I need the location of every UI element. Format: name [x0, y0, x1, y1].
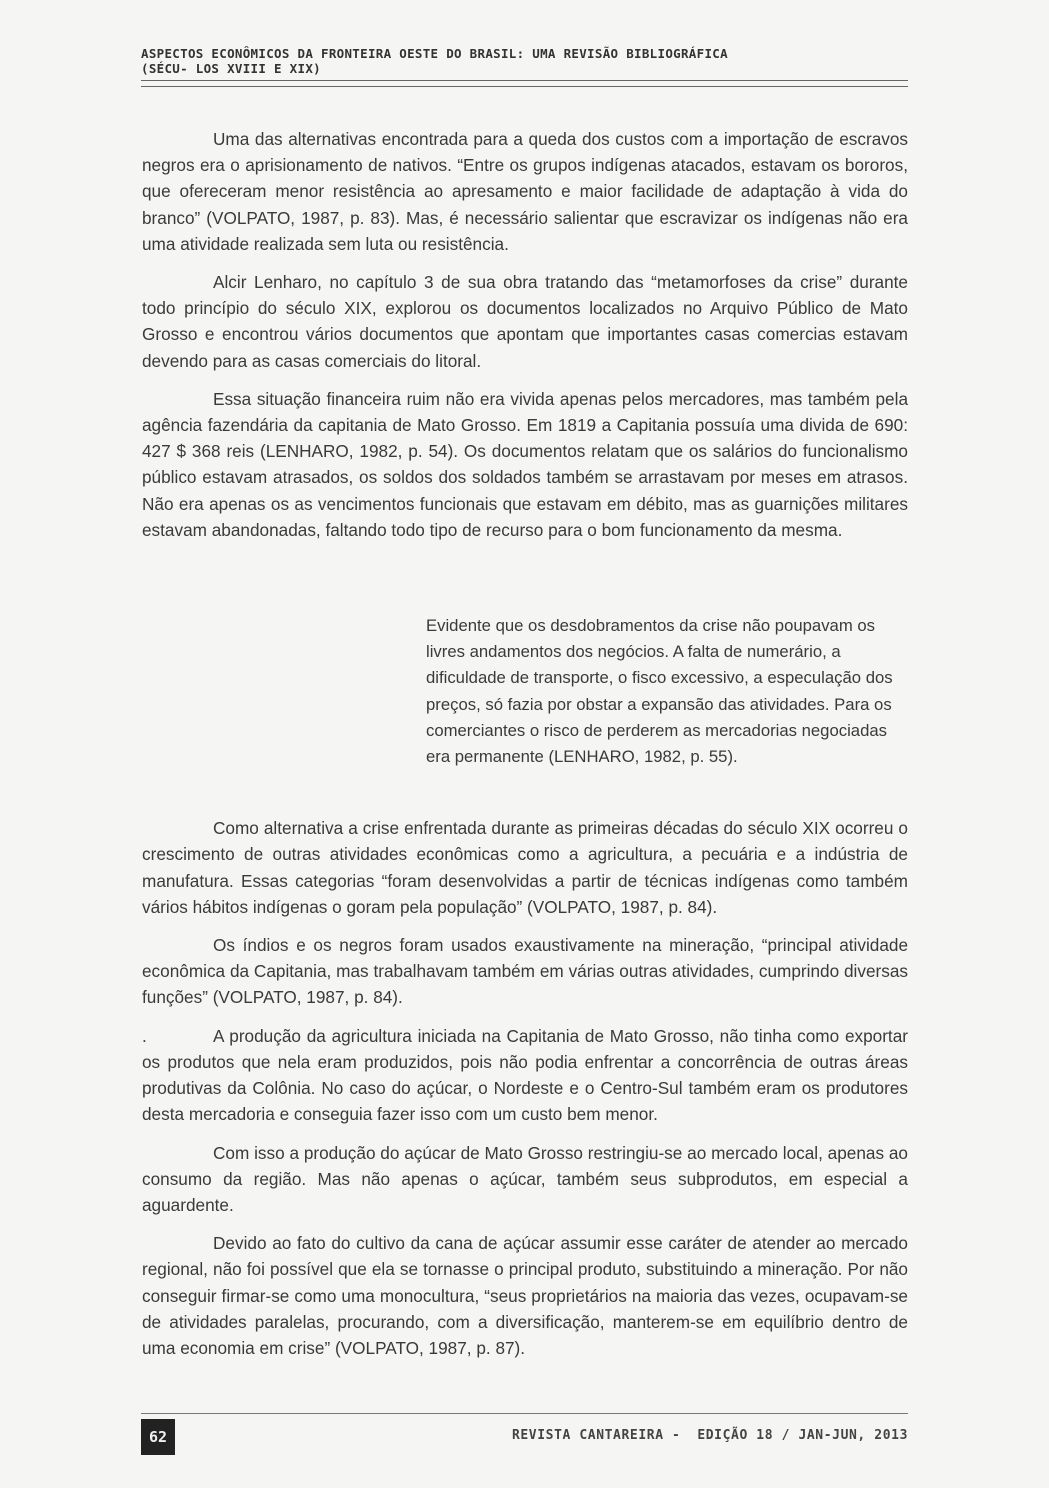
block-quote: Evidente que os desdobramentos da crise não poupavam os livres andamentos dos negócios. A falta de numerário, a dificuldade de transporte, o fisco excessivo, a especulação dos preços, só fazia por obstar a expansão das atividades. Para os comerciantes o risco de perderem as mercadorias negociadas era permanente (LENHARO, 1982, p. 55). — [426, 616, 893, 767]
body-paragraph: Com isso a produção do açúcar de Mato Grosso restringiu-se ao mercado local, apenas ao consumo da região. Mas não apenas o açúcar, também seus subprodutos, em especial a aguardente. — [142, 1142, 908, 1215]
header-double-rule — [141, 80, 908, 87]
body-paragraph: Os índios e os negros foram usados exaustivamente na mineração, “principal atividade econômica da Capitania, mas trabalhavam também em várias outras atividades, cumprindo diversas funções” (VOLPATO, 1987, p. 84). — [142, 935, 908, 1008]
body-paragraph-text: A produção da agricultura iniciada na Capitania de Mato Grosso, não tinha como exportar os produtos que nela eram produzidos, pois não podia enfrentar a concorrência de outras áreas produtivas da Colônia. No caso do açúcar, o Nordeste e o Centro-Sul também eram os produtores desta mercadoria e conseguia fazer isso com um custo bem menor. — [142, 1025, 908, 1125]
footer-rule — [141, 1413, 908, 1414]
body-paragraph: Alcir Lenharo, no capítulo 3 de sua obra tratando das “metamorfoses da crise” durante todo princípio do século XIX, explorou os documentos localizados no Arquivo Público de Mato Grosso e encontrou vários documentos que apontam que importantes casas comercias estavam devendo para as casas comerciais do litoral. — [142, 272, 908, 371]
body-paragraph: Essa situação financeira ruim não era vivida apenas pelos mercadores, mas também pela agência fazendária da capitania de Mato Grosso. Em 1819 a Capitania possuía uma divida de 690: 427 $ 368 reis (LENHARO, 1982, p. 54). Os documentos relatam que os salários do funcionalismo público estavam atrasados, os soldos dos soldados também se arrastavam por meses em atrasos. Não era apenas os as vencimentos funcionais que estavam em débito, mas as guarnições militares estavam abandonadas, faltando todo tipo de recurso para o bom funcionamento da mesma. — [142, 388, 908, 540]
stray-dot: . — [142, 1025, 147, 1046]
body-paragraph: Uma das alternativas encontrada para a queda dos custos com a importação de escravos negros era o aprisionamento de nativos. “Entre os grupos indígenas atacados, estavam os bororos, que ofereceram menor resistência ao apresamento e maior facilidade de adaptação à vida do branco” (VOLPATO, 1987, p. 83). Mas, é necessário salientar que escravizar os indígenas não era uma atividade realizada sem luta ou resistência. — [142, 129, 908, 254]
body-paragraph: Como alternativa a crise enfrentada durante as primeiras décadas do século XIX ocorreu o crescimento de outras atividades econômicas como a agricultura, a pecuária e a indústria de manufatura. Essas categorias “foram desenvolvidas a partir de técnicas indígenas como também vários hábitos indígenas o goram pela população” (VOLPATO, 1987, p. 84). — [142, 818, 908, 917]
body-paragraph — [142, 1023, 908, 1128]
article-body — [142, 126, 908, 1373]
body-paragraph: Devido ao fato do cultivo da cana de açúcar assumir esse caráter de atender ao mercado regional, não foi possível que ela se tornasse o principal produto, substituindo a mineração. Por não conseguir firmar-se como uma monocultura, “seus proprietários na maioria das vezes, ocupavam-se de atividades paralelas, procurando, com a diversificação, manterem-se em equilíbrio dentro de uma economia em crise” (VOLPATO, 1987, p. 87). — [142, 1233, 908, 1358]
page-number: 62 — [141, 1419, 175, 1455]
journal-footer: REVISTA CANTAREIRA - EDIÇÃO 18 / JAN-JUN, 2013 — [511, 1428, 908, 1443]
page-header — [141, 46, 908, 87]
running-title: ASPECTOS ECONÔMICOS DA FRONTEIRA OESTE DO BRASIL: UMA REVISÃO BIBLIOGRÁFICA (SÉCU- LOS XVIII E XIX) — [141, 46, 728, 76]
